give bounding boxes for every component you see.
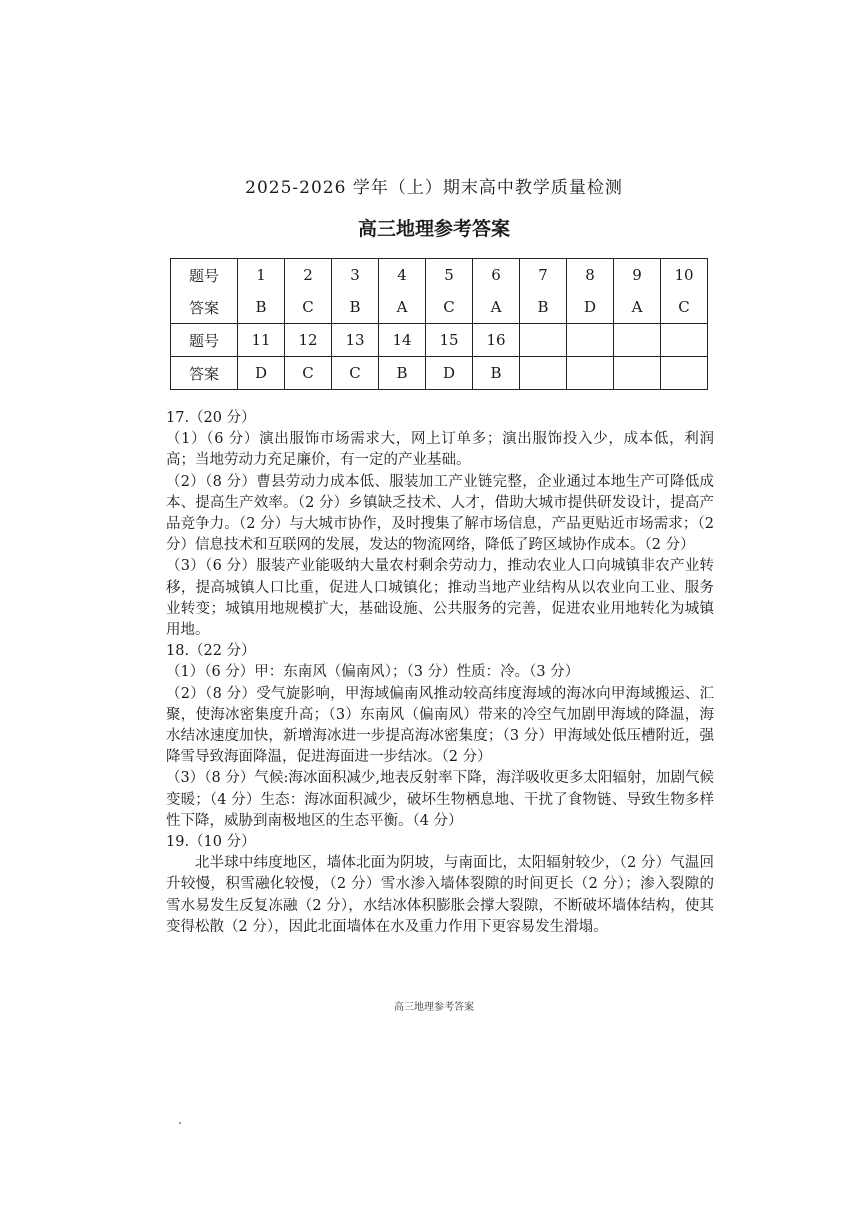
table-cell: D (426, 357, 473, 390)
row-label-cell: 题号 (171, 259, 238, 292)
row-label-cell: 答案 (171, 357, 238, 390)
table-cell: 2 (285, 259, 332, 292)
table-cell: 7 (520, 259, 567, 292)
answer-explanations (166, 408, 714, 938)
table-row (171, 259, 708, 292)
scan-speck (179, 1122, 181, 1124)
answer-paragraph: 北半球中纬度地区，墙体北面为阴坡，与南面比，太阳辐射较少，（2 分）气温回升较慢，积雪融化较慢，（2 分）雪水渗入墙体裂隙的时间更长（2 分）；渗入裂隙的雪水易发生反复冻融（2 分），水结冰体积膨胀会撑大裂隙，不断破坏墙体结构，使其变得松散（2 分），因此北面墙体在水及重力作用下更容易发生滑塌。 (166, 855, 714, 935)
table-cell: A (614, 291, 661, 324)
table-cell: D (238, 357, 285, 390)
table-cell: 15 (426, 324, 473, 357)
answer-paragraph: （2）（8 分）受气旋影响，甲海域偏南风推动较高纬度海域的海冰向甲海域搬运、汇聚，使海冰密集度升高；（3）东南风（偏南风）带来的冷空气加剧甲海域的降温，海水结冰速度加快，新增海冰进一步提高海冰密集度；（3 分）甲海域处低压槽附近，强降雪导致海面降温，促进海面进一步结冰。（2 分） (166, 685, 714, 766)
table-cell: 5 (426, 259, 473, 292)
answer-paragraph: （1）（6 分）演出服饰市场需求大，网上订单多；演出服饰投入少，成本低，利润高；当地劳动力充足廉价，有一定的产业基础。 (166, 431, 714, 469)
answer-paragraph: （2）（8 分）曹县劳动力成本低、服装加工产业链完整，企业通过本地生产可降低成本、提高生产效率。（2 分）乡镇缺乏技术、人才，借助大城市提供研发设计，提高产品竞争力。（2 分）与大城市协作，及时搜集了解市场信息，产品更贴近市场需求；（2 分）信息技术和互联网的发展，发达的物流网络，降低了跨区域协作成本。（2 分） (166, 473, 714, 554)
table-cell: 4 (379, 259, 426, 292)
answer-paragraph: 18.（22 分） (166, 643, 256, 660)
table-cell (567, 357, 614, 390)
table-cell: B (473, 357, 520, 390)
table-cell: 13 (332, 324, 379, 357)
table-cell (614, 357, 661, 390)
table-cell: 3 (332, 259, 379, 292)
table-cell: A (379, 291, 426, 324)
table-cell: 8 (567, 259, 614, 292)
answer-table (170, 258, 708, 390)
table-cell: 10 (661, 259, 708, 292)
row-label-cell: 题号 (171, 324, 238, 357)
table-cell (661, 324, 708, 357)
table-cell (520, 357, 567, 390)
table-cell: C (661, 291, 708, 324)
table-cell: 11 (238, 324, 285, 357)
table-row (171, 291, 708, 324)
table-cell: D (567, 291, 614, 324)
table-cell: 6 (473, 259, 520, 292)
table-cell: C (332, 357, 379, 390)
answer-paragraph: 19.（10 分） (166, 834, 256, 851)
table-cell: B (379, 357, 426, 390)
answer-paragraph: 17.（20 分） (166, 410, 256, 426)
answer-paragraph: （3）（8 分）气候:海冰面积减少,地表反射率下降，海洋吸收更多太阳辐射，加剧气候变暖；（4 分）生态：海冰面积减少，破坏生物栖息地、干扰了食物链、导致生物多样性下降，威胁到南极地区的生态平衡。（4 分） (166, 770, 714, 829)
table-cell: 1 (238, 259, 285, 292)
table-cell: 14 (379, 324, 426, 357)
table-cell (520, 324, 567, 357)
table-row (171, 324, 708, 357)
table-cell: C (285, 291, 332, 324)
table-cell: 16 (473, 324, 520, 357)
table-cell (567, 324, 614, 357)
table-row (171, 357, 708, 390)
table-cell: B (332, 291, 379, 324)
table-cell: C (285, 357, 332, 390)
table-cell: 9 (614, 259, 661, 292)
exam-title: 2025-2026 学年（上）期末高中教学质量检测 (245, 178, 623, 198)
table-cell: B (238, 291, 285, 324)
page-footer: 高三地理参考答案 (394, 1002, 474, 1013)
document-title: 高三地理参考答案 (357, 218, 510, 240)
table-cell: A (473, 291, 520, 324)
answer-paragraph: （1）（6 分）甲：东南风（偏南风）；（3 分）性质：冷。（3 分） (166, 664, 580, 681)
table-cell (614, 324, 661, 357)
table-cell: C (426, 291, 473, 324)
table-cell (661, 357, 708, 390)
row-label-cell: 答案 (171, 291, 238, 324)
table-cell: B (520, 291, 567, 324)
answer-paragraph: （3）（6 分）服装产业能吸纳大量农村剩余劳动力，推动农业人口向城镇非农产业转移，提高城镇人口比重，促进人口城镇化；推动当地产业结构从以农业向工业、服务业转变；城镇用地规模扩大，基础设施、公共服务的完善，促进农业用地转化为城镇用地。 (166, 558, 714, 639)
table-cell: 12 (285, 324, 332, 357)
